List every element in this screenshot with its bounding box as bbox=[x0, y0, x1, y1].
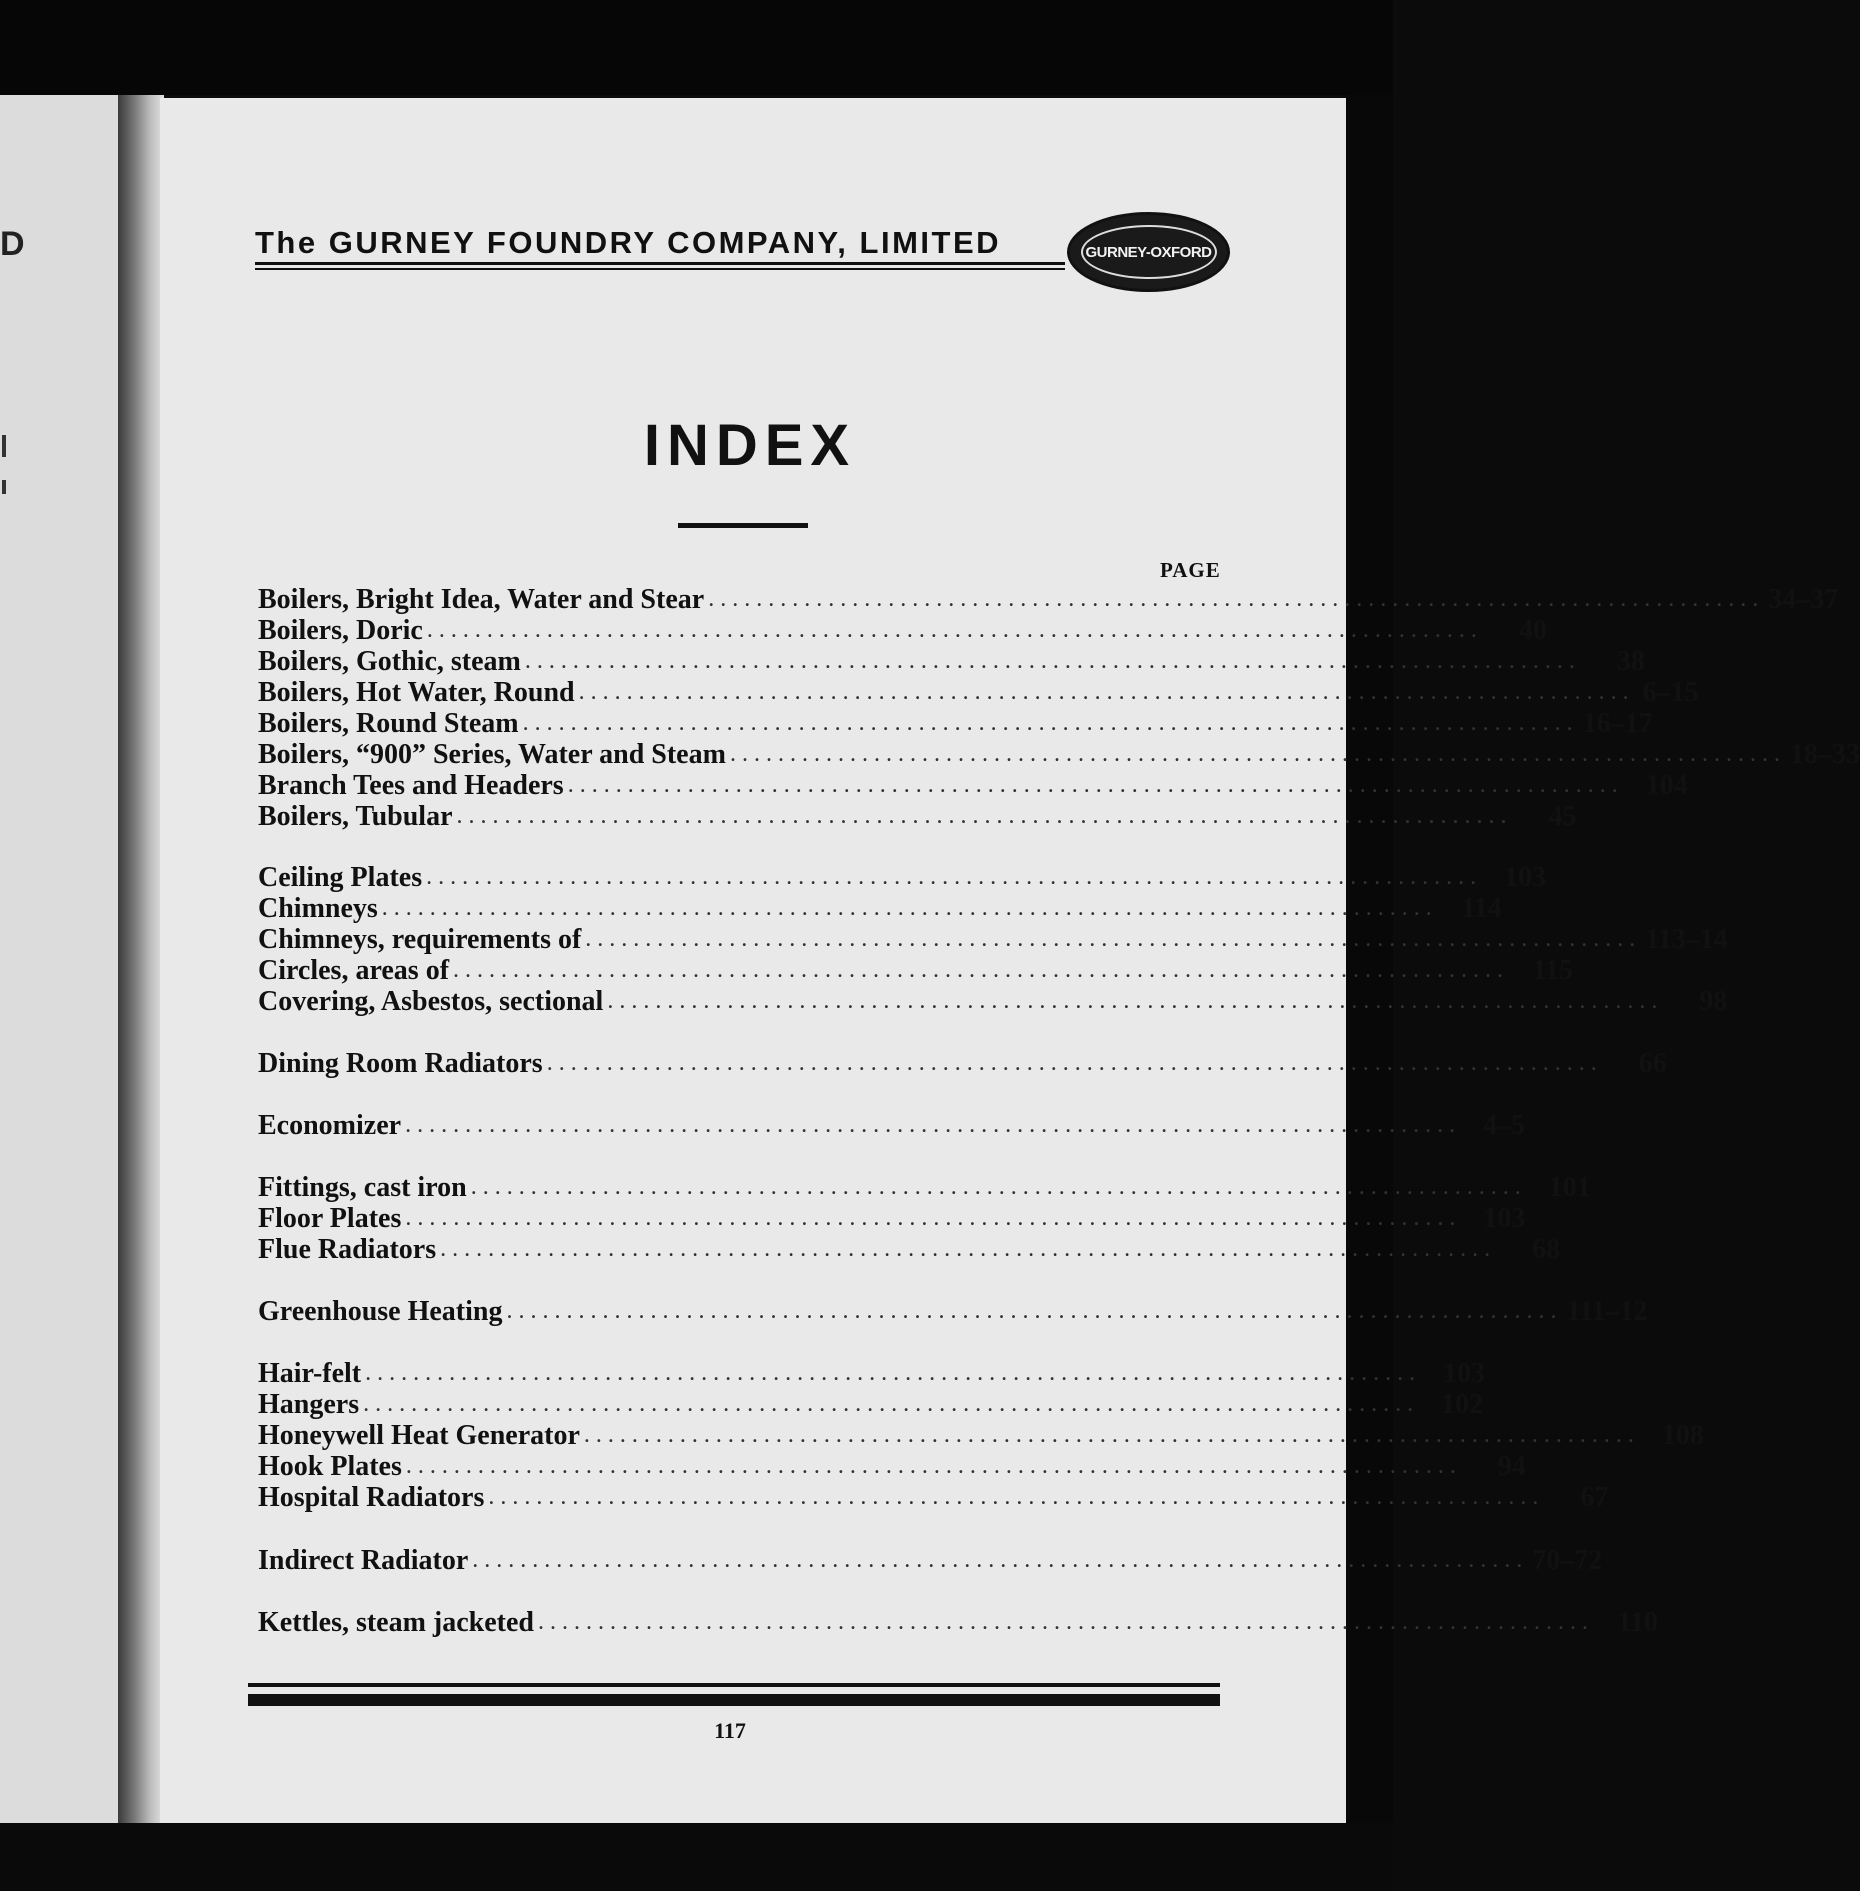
dot-leader: ........................................................................................ bbox=[470, 1174, 1527, 1200]
dot-leader: ........................................................................................ bbox=[405, 1453, 1462, 1479]
dot-leader: ........................................................................................ bbox=[578, 679, 1635, 705]
index-entry bbox=[258, 1389, 1484, 1420]
entry-page: 40 bbox=[1518, 615, 1547, 646]
entry-name: Flue Radiators bbox=[258, 1234, 437, 1265]
index-entry bbox=[258, 1048, 1667, 1079]
index-entry bbox=[258, 1545, 1603, 1576]
entry-name: Fittings, cast iron bbox=[258, 1172, 467, 1203]
entry-page: 103 bbox=[1443, 1358, 1486, 1389]
dot-leader: ........................................................................................ bbox=[426, 617, 1483, 643]
index-entry bbox=[258, 801, 1577, 832]
entry-name: Covering, Asbestos, sectional bbox=[258, 986, 604, 1017]
dot-leader: ........................................................................................ bbox=[426, 864, 1483, 890]
entry-name: Boilers, Bright Idea, Water and Stear bbox=[258, 584, 705, 615]
index-entry bbox=[258, 986, 1728, 1017]
dot-leader: ........................................................................................ bbox=[729, 741, 1786, 767]
dot-leader: ........................................................................................ bbox=[363, 1391, 1420, 1417]
running-header: The GURNEY FOUNDRY COMPANY, LIMITED bbox=[255, 225, 1002, 260]
dot-leader: ........................................................................................ bbox=[708, 586, 1765, 612]
entry-page: 66 bbox=[1638, 1048, 1667, 1079]
index-entry bbox=[258, 1420, 1704, 1451]
index-entry bbox=[258, 1451, 1526, 1482]
index-entry bbox=[258, 584, 1839, 615]
entry-page: 18–33 bbox=[1789, 739, 1860, 770]
index-entry bbox=[258, 677, 1699, 708]
entry-page: 38 bbox=[1616, 646, 1645, 677]
dot-leader: ........................................................................................ bbox=[405, 1205, 1462, 1231]
logo-text: GURNEY-OXFORD bbox=[1085, 243, 1212, 261]
dot-leader: ........................................................................................ bbox=[453, 957, 1510, 983]
dot-leader: ........................................................................................ bbox=[488, 1484, 1545, 1510]
entry-page: 94 bbox=[1497, 1451, 1526, 1482]
entry-page: 104 bbox=[1645, 770, 1688, 801]
dot-leader: ........................................................................................ bbox=[524, 648, 1581, 674]
dot-leader: ........................................................................................ bbox=[546, 1050, 1603, 1076]
entry-page: 67 bbox=[1580, 1482, 1609, 1513]
entry-page: 115 bbox=[1532, 955, 1574, 986]
index-entry bbox=[258, 646, 1645, 677]
dot-leader: ........................................................................................ bbox=[585, 926, 1642, 952]
index-entry bbox=[258, 739, 1860, 770]
entry-page: 108 bbox=[1661, 1420, 1704, 1451]
entry-name: Economizer bbox=[258, 1110, 402, 1141]
entry-page: 70–72 bbox=[1532, 1545, 1603, 1576]
footer-rule bbox=[248, 1683, 1220, 1687]
footer-rule-thick bbox=[248, 1694, 1220, 1706]
page-number: 117 bbox=[714, 1718, 746, 1743]
index-entry bbox=[258, 770, 1688, 801]
entry-name: Circles, areas of bbox=[258, 955, 450, 986]
index-entry bbox=[258, 1172, 1591, 1203]
entry-page: 103 bbox=[1504, 862, 1547, 893]
index-entry bbox=[258, 1607, 1659, 1638]
dot-leader: ........................................................................................ bbox=[440, 1236, 1497, 1262]
entry-name: Boilers, Hot Water, Round bbox=[258, 677, 575, 708]
entry-name: Boilers, “900” Series, Water and Steam bbox=[258, 739, 726, 770]
dot-leader: ........................................................................................ bbox=[583, 1422, 1640, 1448]
entry-name: Hospital Radiators bbox=[258, 1482, 485, 1513]
dot-leader: ........................................................................................ bbox=[472, 1547, 1529, 1573]
index-entry bbox=[258, 862, 1547, 893]
entry-name: Chimneys bbox=[258, 893, 378, 924]
index-entry bbox=[258, 1482, 1609, 1513]
index-entry bbox=[258, 1110, 1526, 1141]
entry-name: Ceiling Plates bbox=[258, 862, 423, 893]
page-title: INDEX bbox=[643, 413, 857, 478]
index-entry bbox=[258, 1203, 1526, 1234]
dot-leader: ........................................................................................ bbox=[538, 1609, 1595, 1635]
dot-leader: ........................................................................................ bbox=[456, 803, 1513, 829]
dot-leader: ........................................................................................ bbox=[506, 1298, 1563, 1324]
index-entry bbox=[258, 1296, 1648, 1327]
dot-leader: ........................................................................................ bbox=[381, 895, 1438, 921]
entry-name: Kettles, steam jacketed bbox=[258, 1607, 535, 1638]
entry-page: 111–12 bbox=[1566, 1296, 1648, 1327]
entry-name: Boilers, Round Steam bbox=[258, 708, 519, 739]
index-entry bbox=[258, 924, 1728, 955]
entry-name: Branch Tees and Headers bbox=[258, 770, 564, 801]
entry-name: Dining Room Radiators bbox=[258, 1048, 543, 1079]
entry-name: Greenhouse Heating bbox=[258, 1296, 503, 1327]
index-entry bbox=[258, 955, 1574, 986]
entry-page: 45 bbox=[1548, 801, 1577, 832]
entry-name: Boilers, Gothic, steam bbox=[258, 646, 521, 677]
entry-name: Hangers bbox=[258, 1389, 360, 1420]
index-entry bbox=[258, 893, 1502, 924]
entry-name: Indirect Radiator bbox=[258, 1545, 469, 1576]
dot-leader: ........................................................................................ bbox=[607, 988, 1664, 1014]
dot-leader: ........................................................................................ bbox=[567, 772, 1624, 798]
entry-page: 98 bbox=[1699, 986, 1728, 1017]
facing-page-fragment: D bbox=[0, 225, 25, 263]
entry-page: 6–15 bbox=[1642, 677, 1699, 708]
dot-leader: ........................................................................................ bbox=[365, 1360, 1422, 1386]
entry-name: Chimneys, requirements of bbox=[258, 924, 582, 955]
entry-name: Hair-felt bbox=[258, 1358, 362, 1389]
dot-leader: ........................................................................................ bbox=[522, 710, 1579, 736]
entry-page: 101 bbox=[1548, 1172, 1591, 1203]
entry-page: 103 bbox=[1483, 1203, 1526, 1234]
entry-page: 102 bbox=[1441, 1389, 1484, 1420]
entry-name: Honeywell Heat Generator bbox=[258, 1420, 580, 1451]
index-entry bbox=[258, 1234, 1561, 1265]
entry-page: 34–37 bbox=[1768, 584, 1839, 615]
entry-name: Floor Plates bbox=[258, 1203, 402, 1234]
entry-page: 68 bbox=[1532, 1234, 1561, 1265]
entry-page: 113–14 bbox=[1645, 924, 1728, 955]
index-entry bbox=[258, 1358, 1486, 1389]
entry-name: Hook Plates bbox=[258, 1451, 402, 1482]
index-entry bbox=[258, 708, 1653, 739]
entry-page: 114 bbox=[1461, 893, 1502, 924]
dot-leader: ........................................................................................ bbox=[405, 1112, 1462, 1138]
entry-name: Boilers, Doric bbox=[258, 615, 423, 646]
page-column-label: PAGE bbox=[1160, 558, 1221, 582]
entry-page: 16–17 bbox=[1582, 708, 1653, 739]
entry-page: 110 bbox=[1617, 1607, 1659, 1638]
entry-name: Boilers, Tubular bbox=[258, 801, 453, 832]
index-entry bbox=[258, 615, 1547, 646]
entry-page: 4–5 bbox=[1483, 1110, 1526, 1141]
